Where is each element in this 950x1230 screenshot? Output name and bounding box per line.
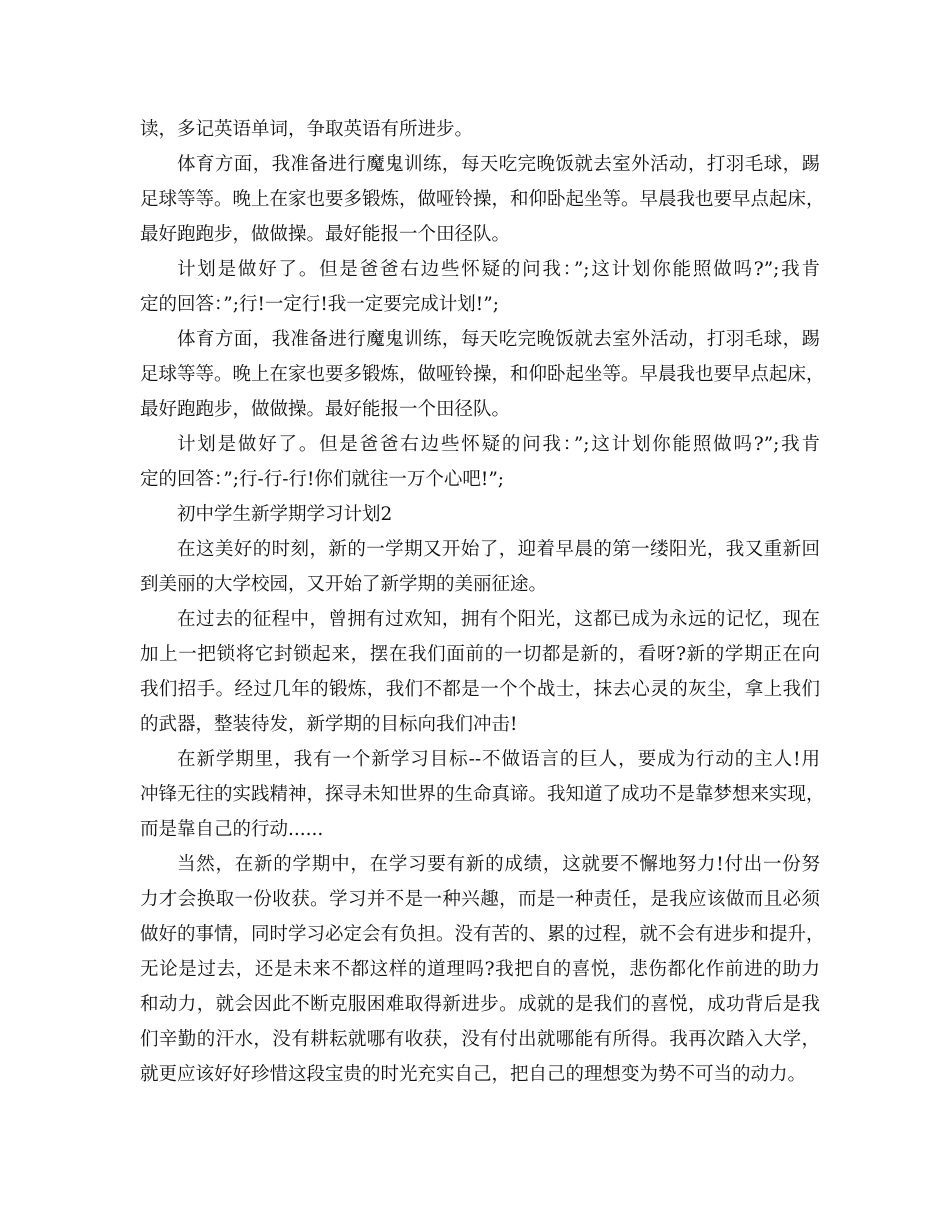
text-line: 到美丽的大学校园，又开始了新学期的美丽征途。 [140,574,548,595]
text-line: 定的回答：”;行-行-行!你们就往一万个心吧!”; [140,469,505,490]
text-line: 定的回答：”;行!一定行!我一定要完成计划!”; [140,294,499,315]
text-line: 最好跑跑步，做做操。最好能报一个田径队。 [140,399,511,420]
text-line: 加上一把锁将它封锁起来，摆在我们面前的一切都是新的，看呀?新的学期正在向 [140,644,820,665]
text-line: 就更应该好好珍惜这段宝贵的时光充实自己，把自己的理想变为势不可当的动力。 [140,1064,807,1085]
paragraph-first-line: 计划是做好了。但是爸爸右边些怀疑的问我：”;这计划你能照做吗?”;我肯 [177,259,820,280]
paragraph-first-line: 在这美好的时刻，新的一学期又开始了，迎着早晨的第一缕阳光，我又重新回 [177,539,820,560]
paragraph-first-line: 在新学期里，我有一个新学习目标--不做语言的巨人，要成为行动的主人!用 [177,749,820,770]
paragraph-first-line: 当然，在新的学期中，在学习要有新的成绩，这就要不懈地努力!付出一份努 [177,854,820,875]
text-line: 冲锋无往的实践精神，探寻未知世界的生命真谛。我知道了成功不是靠梦想来实现， [140,784,825,805]
paragraph-first-line: 计划是做好了。但是爸爸右边些怀疑的问我：”;这计划你能照做吗?”;我肯 [177,434,820,455]
text-line: 和动力，就会因此不断克服困难取得新进步。成就的是我们的喜悦，成功背后是我 [140,994,820,1015]
paragraph-first-line: 体育方面，我准备进行魔鬼训练，每天吃完晚饭就去室外活动，打羽毛球，踢 [177,154,820,175]
text-line: 无论是过去，还是未来不都这样的道理吗?我把自的喜悦，悲伤都化作前进的助力 [140,959,820,980]
text-line: 而是靠自己的行动...... [140,819,324,840]
text-line: 们辛勤的汗水，没有耕耘就哪有收获，没有付出就哪能有所得。我再次踏入大学， [140,1029,820,1050]
text-line: 做好的事情，同时学习必定会有负担。没有苦的、累的过程，就不会有进步和提升， [140,924,825,945]
section-heading: 初中学生新学期学习计划2 [177,504,393,525]
text-line: 读，多记英语单词，争取英语有所进步。 [140,119,474,140]
text-line: 最好跑跑步，做做操。最好能报一个田径队。 [140,224,511,245]
text-line: 力才会换取一份收获。学习并不是一种兴趣，而是一种责任，是我应该做而且必须 [140,889,820,910]
text-line: 足球等等。晚上在家也要多锻炼，做哑铃操，和仰卧起坐等。早晨我也要早点起床， [140,364,825,385]
text-line: 足球等等。晚上在家也要多锻炼，做哑铃操，和仰卧起坐等。早晨我也要早点起床， [140,189,825,210]
text-line: 的武器，整装待发，新学期的目标向我们冲击! [140,714,518,735]
paragraph-first-line: 体育方面，我准备进行魔鬼训练，每天吃完晚饭就去室外活动，打羽毛球，踢 [177,329,820,350]
text-line: 我们招手。经过几年的锻炼，我们不都是一个个战士，抹去心灵的灰尘，拿上我们 [140,679,820,700]
paragraph-first-line: 在过去的征程中，曾拥有过欢知，拥有个阳光，这都已成为永远的记忆，现在 [177,609,820,630]
